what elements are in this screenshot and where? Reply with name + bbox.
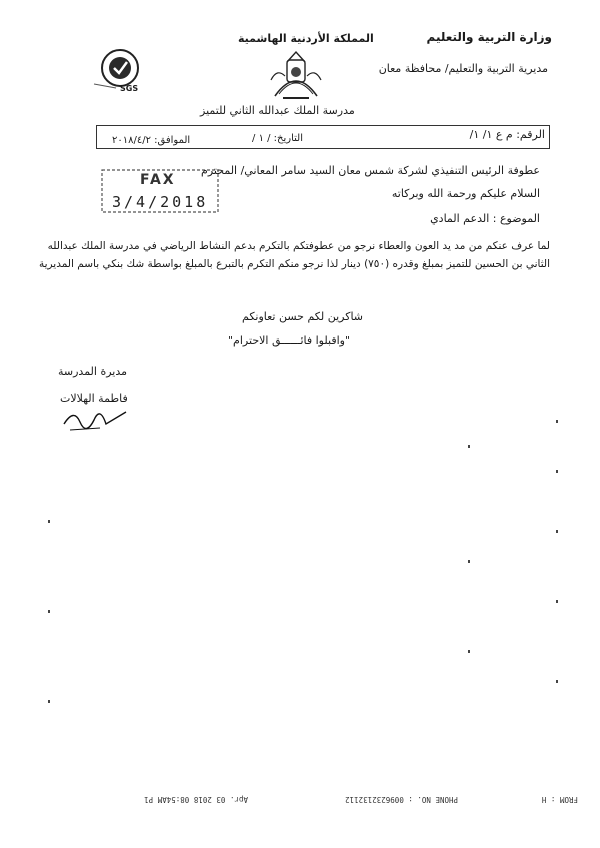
scan-speck <box>48 610 50 613</box>
scan-speck <box>48 700 50 703</box>
hijri-date: التاريخ: / ١ / <box>252 133 303 144</box>
handwritten-signature-icon <box>60 402 130 436</box>
scan-speck <box>468 445 470 448</box>
signatory-title: مديرة المدرسة <box>58 365 128 378</box>
scan-speck <box>556 470 558 473</box>
directorate-name: مديرية التربية والتعليم/ محافظة معان <box>378 62 548 75</box>
scan-speck <box>468 560 470 563</box>
letter-regards: "واقبلوا فائــــــق الاحترام" <box>228 334 351 347</box>
sgs-label: SGS <box>120 84 139 93</box>
school-name: مدرسة الملك عبدالله الثاني للتميز <box>200 104 355 117</box>
reference-number: الرقم: م ع ١/ ١/ <box>469 128 545 141</box>
letter-subject: الموضوع : الدعم المادي <box>430 212 540 225</box>
fax-transmission-header <box>118 790 578 804</box>
letter-body-line-2: الثاني بن الحسين للتميز بمبلغ وقدره (٧٥٠) دينار لذا نرجو منكم التكرم بالتبرع بالمبلغ بواسطة شك بنكي باسم المديرية <box>38 258 550 270</box>
signatory-name: فاطمة الهلالات <box>60 392 128 405</box>
gregorian-date: الموافق: ٢٠١٨/٤/٢ <box>112 135 191 146</box>
scan-speck <box>468 650 470 653</box>
fax-stamp-label: FAX <box>140 172 176 188</box>
scan-speck <box>556 420 558 423</box>
fax-stamp-date: 3/4/2018 <box>112 193 209 211</box>
scan-speck <box>556 680 558 683</box>
coat-of-arms-icon <box>265 46 327 102</box>
fax-header-phone: PHONE NO. : 0096232132112 <box>345 795 458 804</box>
letter-thanks: شاكرين لكم حسن تعاونكم <box>242 310 364 323</box>
scan-speck <box>556 600 558 603</box>
letter-greeting: السلام عليكم ورحمة الله وبركاته <box>391 187 540 200</box>
kingdom-name: المملكة الأردنية الهاشمية <box>238 32 374 45</box>
scan-speck <box>48 520 50 523</box>
letter-body-line-1: لما عرف عنكم من مد يد العون والعطاء نرجو من عطوفتكم بالتكرم بدعم النشاط الرياضي في مدرسة الملك عبدالله <box>47 240 550 252</box>
scan-speck <box>556 530 558 533</box>
fax-header-datetime: Apr. 03 2018 08:54AM P1 <box>144 795 248 804</box>
letter-addressee: عطوفة الرئيس التنفيذي لشركة شمس معان السيد سامر المعاني/ المحترم <box>201 164 540 177</box>
ministry-name: وزارة التربية والتعليم <box>426 30 552 44</box>
fax-header-from: FROM : H <box>541 795 578 804</box>
